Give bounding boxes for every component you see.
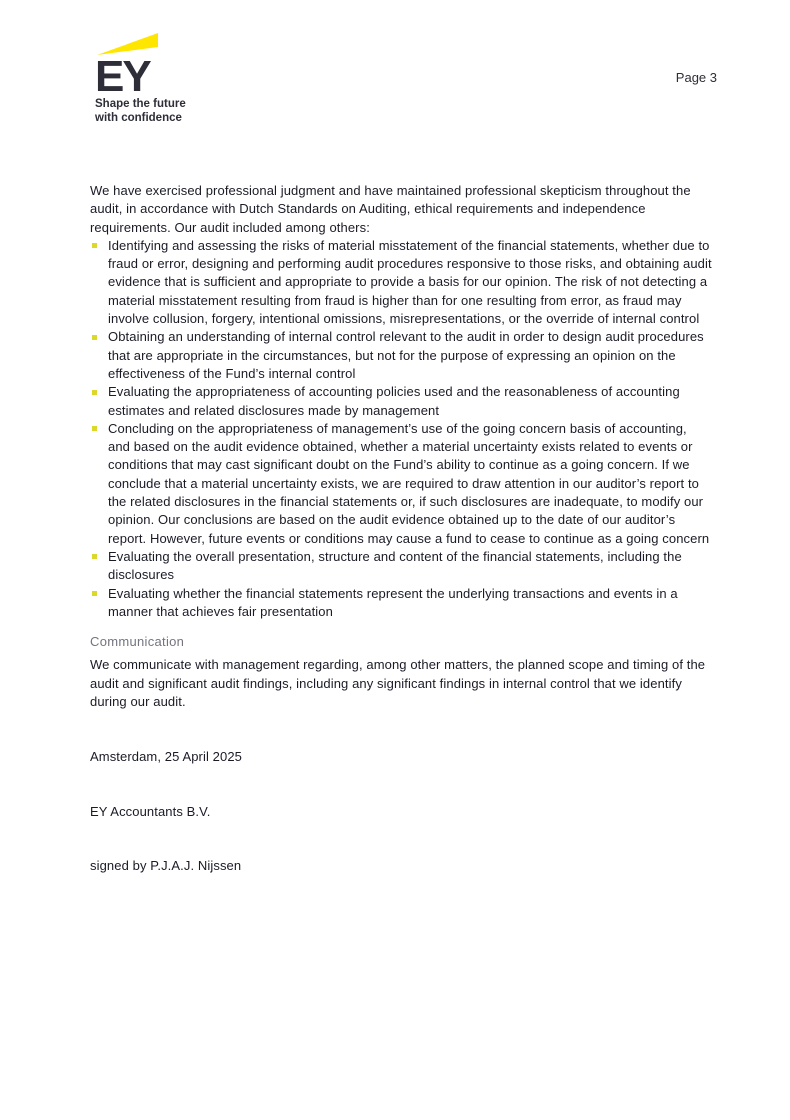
audit-procedures-bullet-list (90, 237, 712, 621)
bullet-square-icon (92, 426, 97, 431)
bullet-text: Evaluating the appropriateness of accounting policies used and the reasonableness of accounting estimates and related disclosures made by management (108, 384, 680, 418)
bullet-text: Evaluating whether the financial statements represent the underlying transactions and events in a manner that achieves fair presentation (108, 585, 678, 619)
ey-logo-letters: EY (95, 52, 150, 101)
communication-paragraph: We communicate with management regarding, among other matters, the planned scope and timing of the audit and significant audit findings, including any significant findings in internal control that we identify during our audit. (90, 657, 706, 710)
document-body (90, 182, 712, 875)
bullet-item (90, 328, 712, 383)
firm-name-line: EY Accountants B.V. (90, 803, 211, 819)
bullet-square-icon (92, 591, 97, 596)
bullet-item (90, 383, 712, 420)
bullet-text: Concluding on the appropriateness of management’s use of the going concern basis of accounting, and based on the audit evidence obtained, whether a material uncertainty exists related to events or conditions that may cast significant doubt on the Fund’s ability to continue as a going concern. If we conclude that a material uncertainty exists, we are required to draw attention in our auditor’s report to the related disclosures in the financial statements or, if such disclosures are inadequate, to modify our opinion. Our conclusions are based on the audit evidence obtained up to the date of our auditor’s report. However, future events or conditions may cause a fund to cease to continue as a going concern (108, 420, 710, 546)
bullet-text: Evaluating the overall presentation, structure and content of the financial statements, including the disclosures (108, 548, 682, 583)
tagline-line-2: with confidence (95, 111, 182, 124)
tagline-line-1: Shape the future (95, 98, 186, 110)
bullet-text: Identifying and assessing the risks of material misstatement of the financial statements, whether due to fraud or error, designing and performing audit procedures responsive to those risks, and obtaining audit evidence that is sufficient and appropriate to provide a basis for our opinion. The risk of not detecting a material misstatement resulting from fraud is higher than for one resulting from error, as fraud may involve collusion, forgery, intentional omissions, misrepresentations, or the override of internal control (108, 237, 712, 327)
bullet-item (90, 585, 712, 622)
bullet-item (90, 420, 712, 548)
bullet-square-icon (92, 335, 97, 340)
signature-line: signed by P.J.A.J. Nijssen (90, 857, 242, 873)
communication-heading: Communication (90, 634, 185, 650)
bullet-item (90, 548, 712, 585)
date-place-line: Amsterdam, 25 April 2025 (90, 749, 242, 765)
bullet-square-icon (92, 554, 97, 559)
bullet-square-icon (92, 243, 97, 248)
page-number: Page 3 (675, 70, 717, 85)
bullet-text: Obtaining an understanding of internal control relevant to the audit in order to design audit procedures that are appropriate in the circumstances, but not for the purpose of expressing an opinion on the effectiveness of the Fund’s internal control (108, 329, 704, 381)
bullet-square-icon (92, 390, 97, 395)
intro-paragraph: We have exercised professional judgment and have maintained professional skepticism throughout the audit, in accordance with Dutch Standards on Auditing, ethical requirements and independence requirements. Our audit included among others: (90, 183, 691, 235)
bullet-item (90, 237, 712, 328)
ey-logo-tagline (95, 98, 235, 125)
